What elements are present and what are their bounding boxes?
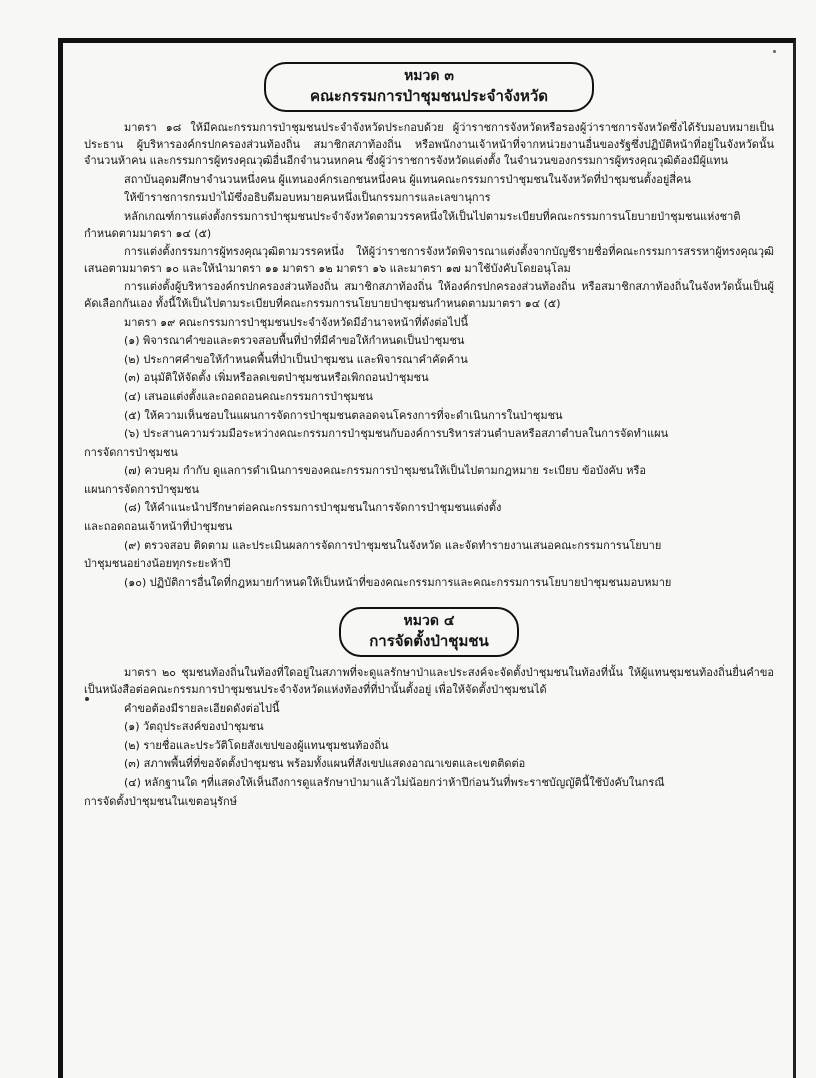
section-19-item-9: (๙) ตรวจสอบ ติดตาม และประเมินผลการจัดการป่าชุมชนในจังหวัด และจัดทำรายงานเสนอคณะกรรมการนโยบาย: [124, 538, 662, 552]
chapter-3-heading: [264, 62, 594, 112]
document-body: [84, 62, 774, 812]
section-19-item-8-cont: และถอดถอนเจ้าหน้าที่ป่าชุมชน: [84, 520, 233, 534]
section-19-item-3: (๓) อนุมัติให้จัดตั้ง เพิ่มหรือลดเขตป่าชุมชนหรือเพิกถอนป่าชุมชน: [124, 371, 429, 385]
section-18-para-2: สถาบันอุดมศึกษาจำนวนหนึ่งคน ผู้แทนองค์กรเอกชนหนึ่งคน ผู้แทนคณะกรรมการป่าชุมชนในจังหวัดที่ป่าชุมชนตั้งอยู่สี่คน: [124, 172, 691, 186]
section-19-item-2: (๒) ประกาศคำขอให้กำหนดพื้นที่ป่าเป็นป่าชุมชน และพิจารณาคำคัดค้าน: [124, 352, 468, 366]
section-20-text: มาตรา ๒๐ ชุมชนท้องถิ่นในท้องที่ใดอยู่ในสภาพที่จะดูแลรักษาป่าและประสงค์จะจัดตั้งป่าชุมชนในท้องที่นั้น ให้ผู้แทนชุมชนท้องถิ่นยื่นคำขอเป็นหนังสือต่อคณะกรรมการป่าชุมชนประจำจังหวัดแห่งท้องที่ที่ป่านั้นตั้งอยู่ เพื่อให้จัดตั้งป่าชุมชนได้: [84, 666, 774, 697]
section-18-para-1: มาตรา ๑๘ ให้มีคณะกรรมการป่าชุมชนประจำจังหวัดประกอบด้วย ผู้ว่าราชการจังหวัดหรือรองผู้ว่าราชการจังหวัดซึ่งได้รับมอบหมายเป็นประธาน ผู้บริหารองค์กรปกครองส่วนท้องถิ่น สมาชิกสภาท้องถิ่น หรือพนักงานเจ้าหน้าที่จากหน่วยงานอื่นของรัฐซึ่งปฏิบัติหน้าที่อยู่ในจังหวัดนั้นจำนวนห้าคน และกรรมการผู้ทรงคุณวุฒิอื่นอีกจำนวนหกคน ซึ่งผู้ว่าราชการจังหวัดแต่งตั้ง ในจำนวนของกรรมการผู้ทรงคุณวุฒิต้องมีผู้แทน: [84, 121, 774, 168]
section-19-item-6-cont: การจัดการป่าชุมชน: [84, 445, 178, 459]
section-18-para-6: การแต่งตั้งผู้บริหารองค์กรปกครองส่วนท้องถิ่น สมาชิกสภาท้องถิ่น ให้องค์กรปกครองส่วนท้องถิ่น หรือสมาชิกสภาท้องถิ่นในจังหวัดนั้นเป็นผู้คัดเลือกกันเอง ทั้งนี้ให้เป็นไปตามระเบียบที่คณะกรรมการนโยบายป่าชุมชนกำหนดตามมาตรา ๑๔ (๕): [84, 280, 774, 310]
section-18-para-3: ให้ข้าราชการกรมป่าไม้ซึ่งอธิบดีมอบหมายคนหนึ่งเป็นกรรมการและเลขานุการ: [124, 191, 491, 205]
section-19-item-1: (๑) พิจารณาคำขอและตรวจสอบพื้นที่ป่าที่มีคำขอให้กำหนดเป็นป่าชุมชน: [124, 334, 465, 348]
section-19-item-4: (๔) เสนอแต่งตั้งและถอดถอนคณะกรรมการป่าชุมชน: [124, 389, 373, 403]
section-20-item-1: (๑) วัตถุประสงค์ของป่าชุมชน: [124, 720, 264, 734]
section-19-item-7: (๗) ควบคุม กำกับ ดูแลการดำเนินการของคณะกรรมการป่าชุมชนให้เป็นไปตามกฎหมาย ระเบียบ ข้อบังคับ หรือ: [124, 464, 647, 478]
section-19-item-7-cont: แผนการจัดการป่าชุมชน: [84, 482, 199, 496]
section-18-para-5: การแต่งตั้งกรรมการผู้ทรงคุณวุฒิตามวรรคหนึ่ง ให้ผู้ว่าราชการจังหวัดพิจารณาแต่งตั้งจากบัญชีรายชื่อที่คณะกรรมการสรรหาผู้ทรงคุณวุฒิเสนอตามมาตรา ๑๐ และให้นำมาตรา ๑๑ มาตรา ๑๒ มาตรา ๑๖ และมาตรา ๑๗ มาใช้บังคับโดยอนุโลม: [84, 245, 774, 275]
chapter-3-name: คณะกรรมการป่าชุมชนประจำจังหวัด: [309, 87, 549, 105]
section-19-item-6: (๖) ประสานความร่วมมือระหว่างคณะกรรมการป่าชุมชนกับองค์การบริหารส่วนตำบลหรือสภาตำบลในการจัดทำแผน: [124, 427, 669, 441]
section-20-item-4-cont: การจัดตั้งป่าชุมชนในเขตอนุรักษ์: [84, 794, 237, 808]
chapter-4-name: การจัดตั้งป่าชุมชน: [369, 632, 489, 651]
section-19-intro: มาตรา ๑๙ คณะกรรมการป่าชุมชนประจำจังหวัดมีอำนาจหน้าที่ดังต่อไปนี้: [124, 315, 468, 329]
section-19-item-8: (๘) ให้คำแนะนำปรึกษาต่อคณะกรรมการป่าชุมชนในการจัดการป่าชุมชนแต่งตั้ง: [124, 501, 502, 515]
section-19-item-5: (๕) ให้ความเห็นชอบในแผนการจัดการป่าชุมชนตลอดจนโครงการที่จะดำเนินการในป่าชุมชน: [124, 408, 563, 422]
chapter-4-title: หมวด ๔: [403, 613, 455, 630]
section-20-sub: คำขอต้องมีรายละเอียดดังต่อไปนี้: [124, 701, 280, 715]
chapter-3-title: หมวด ๓: [404, 68, 454, 84]
section-19-item-10: (๑๐) ปฏิบัติการอื่นใดที่กฎหมายกำหนดให้เป็นหน้าที่ของคณะกรรมการและคณะกรรมการนโยบายป่าชุมชนมอบหมาย: [124, 575, 672, 589]
section-18-para-4: หลักเกณฑ์การแต่งตั้งกรรมการป่าชุมชนประจำจังหวัดตามวรรคหนึ่งให้เป็นไปตามระเบียบที่คณะกรรมการนโยบายป่าชุมชนแห่งชาติกำหนดตามมาตรา ๑๔ (๕): [84, 209, 741, 240]
section-19-item-9-cont: ป่าชุมชนอย่างน้อยทุกระยะห้าปี: [84, 557, 231, 571]
section-20-item-2: (๒) รายชื่อและประวัติโดยสังเขปของผู้แทนชุมชนท้องถิ่น: [124, 738, 389, 752]
section-20-item-4: (๔) หลักฐานใด ๆที่แสดงให้เห็นถึงการดูแลรักษาป่ามาแล้วไม่น้อยกว่าห้าปีก่อนวันที่พระราชบัญญัตินี้ใช้บังคับในกรณี: [124, 776, 665, 789]
chapter-4-heading: [339, 607, 519, 657]
section-20-item-3: (๓) สภาพพื้นที่ที่ขอจัดตั้งป่าชุมชน พร้อมทั้งแผนที่สังเขปแสดงอาณาเขตและเขตติดต่อ: [124, 757, 526, 771]
scan-speck: [773, 50, 776, 53]
